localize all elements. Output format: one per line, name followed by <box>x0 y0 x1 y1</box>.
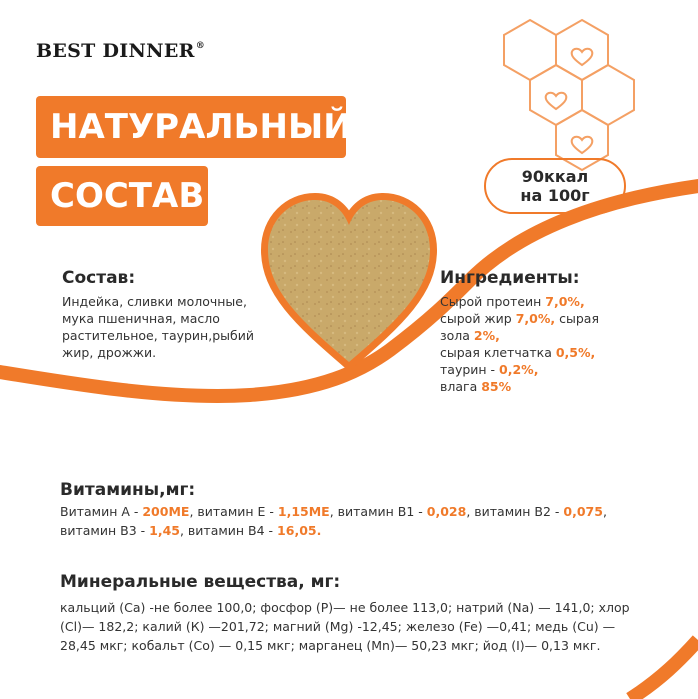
vitamin-b1-label: , витамин В1 - <box>329 504 427 519</box>
vitamin-a-value: 200МЕ <box>142 504 190 519</box>
taurine-value: 0,2%, <box>499 362 539 377</box>
honeycomb-hearts-icon <box>504 20 634 170</box>
vitamins-text <box>60 502 640 540</box>
vitamin-b4-value: 16,05. <box>277 523 322 538</box>
ingredients-text <box>440 293 625 395</box>
fat-value: 7,0%, <box>515 311 556 326</box>
composition-title: Состав: <box>62 268 136 288</box>
vitamin-b1-value: 0,028 <box>426 504 467 519</box>
brand-logo <box>36 40 205 62</box>
ingredients-title: Ингредиенты: <box>440 268 580 288</box>
calorie-unit: на 100г <box>520 186 590 205</box>
title-line-2 <box>36 166 208 226</box>
calorie-value: 90ккал <box>521 167 589 186</box>
vitamin-b4-label: , витамин В4 - <box>179 523 278 538</box>
vitamins-title: Витамины,мг: <box>60 480 196 500</box>
vitamin-b2-label: , витамин В2 - <box>466 504 564 519</box>
vitamin-b3-label: , витамин В3 - <box>60 504 607 538</box>
brand-name: BEST DINNER <box>36 40 195 62</box>
fiber-label: сырая клетчатка <box>440 345 556 360</box>
title-line-1 <box>36 96 352 158</box>
calorie-badge <box>484 158 626 214</box>
vitamin-a-label: Витамин А - <box>60 504 143 519</box>
ash-value: 2%, <box>473 328 500 343</box>
taurine-label: таурин - <box>440 362 500 377</box>
vitamin-e-value: 1,15МЕ <box>277 504 330 519</box>
moisture-value: 85% <box>481 379 512 394</box>
minerals-text: кальций (Са) -не более 100,0; фосфор (Р)— не более 113,0; натрий (Na) — 141,0; хлор (Cl)— 182,2; калий (К) —201,72; магний (Mg) -12,45; железо (Fe) —0,41; медь (Cu) — 28,45 мкг; кобальт (Co) — 0,15 мкг; марганец (Mn)— 50,23 мкг; йод (I)— 0,13 мкг. <box>60 600 630 653</box>
vitamin-b3-value: 1,45 <box>149 523 180 538</box>
fiber-value: 0,5%, <box>555 345 596 360</box>
title-line-1-text: НАТУРАЛЬНЫЙ <box>50 107 352 147</box>
protein-value: 7,0%, <box>545 294 585 309</box>
protein-label: Сырой протеин <box>440 294 546 309</box>
moisture-label: влага <box>440 379 482 394</box>
fat-label: сырой жир <box>440 311 516 326</box>
title-line-2-text: СОСТАВ <box>50 176 205 216</box>
vitamin-e-label: , витамин Е - <box>189 504 278 519</box>
registered-mark: ® <box>195 41 205 51</box>
minerals-title: Минеральные вещества, мг: <box>60 572 341 592</box>
composition-text: Индейка, сливки молочные, мука пшеничная, масло растительное, таурин,рыбий жир, дрожжи. <box>62 294 254 360</box>
vitamin-b2-value: 0,075 <box>563 504 603 519</box>
ash-label: сырая зола <box>440 311 599 343</box>
